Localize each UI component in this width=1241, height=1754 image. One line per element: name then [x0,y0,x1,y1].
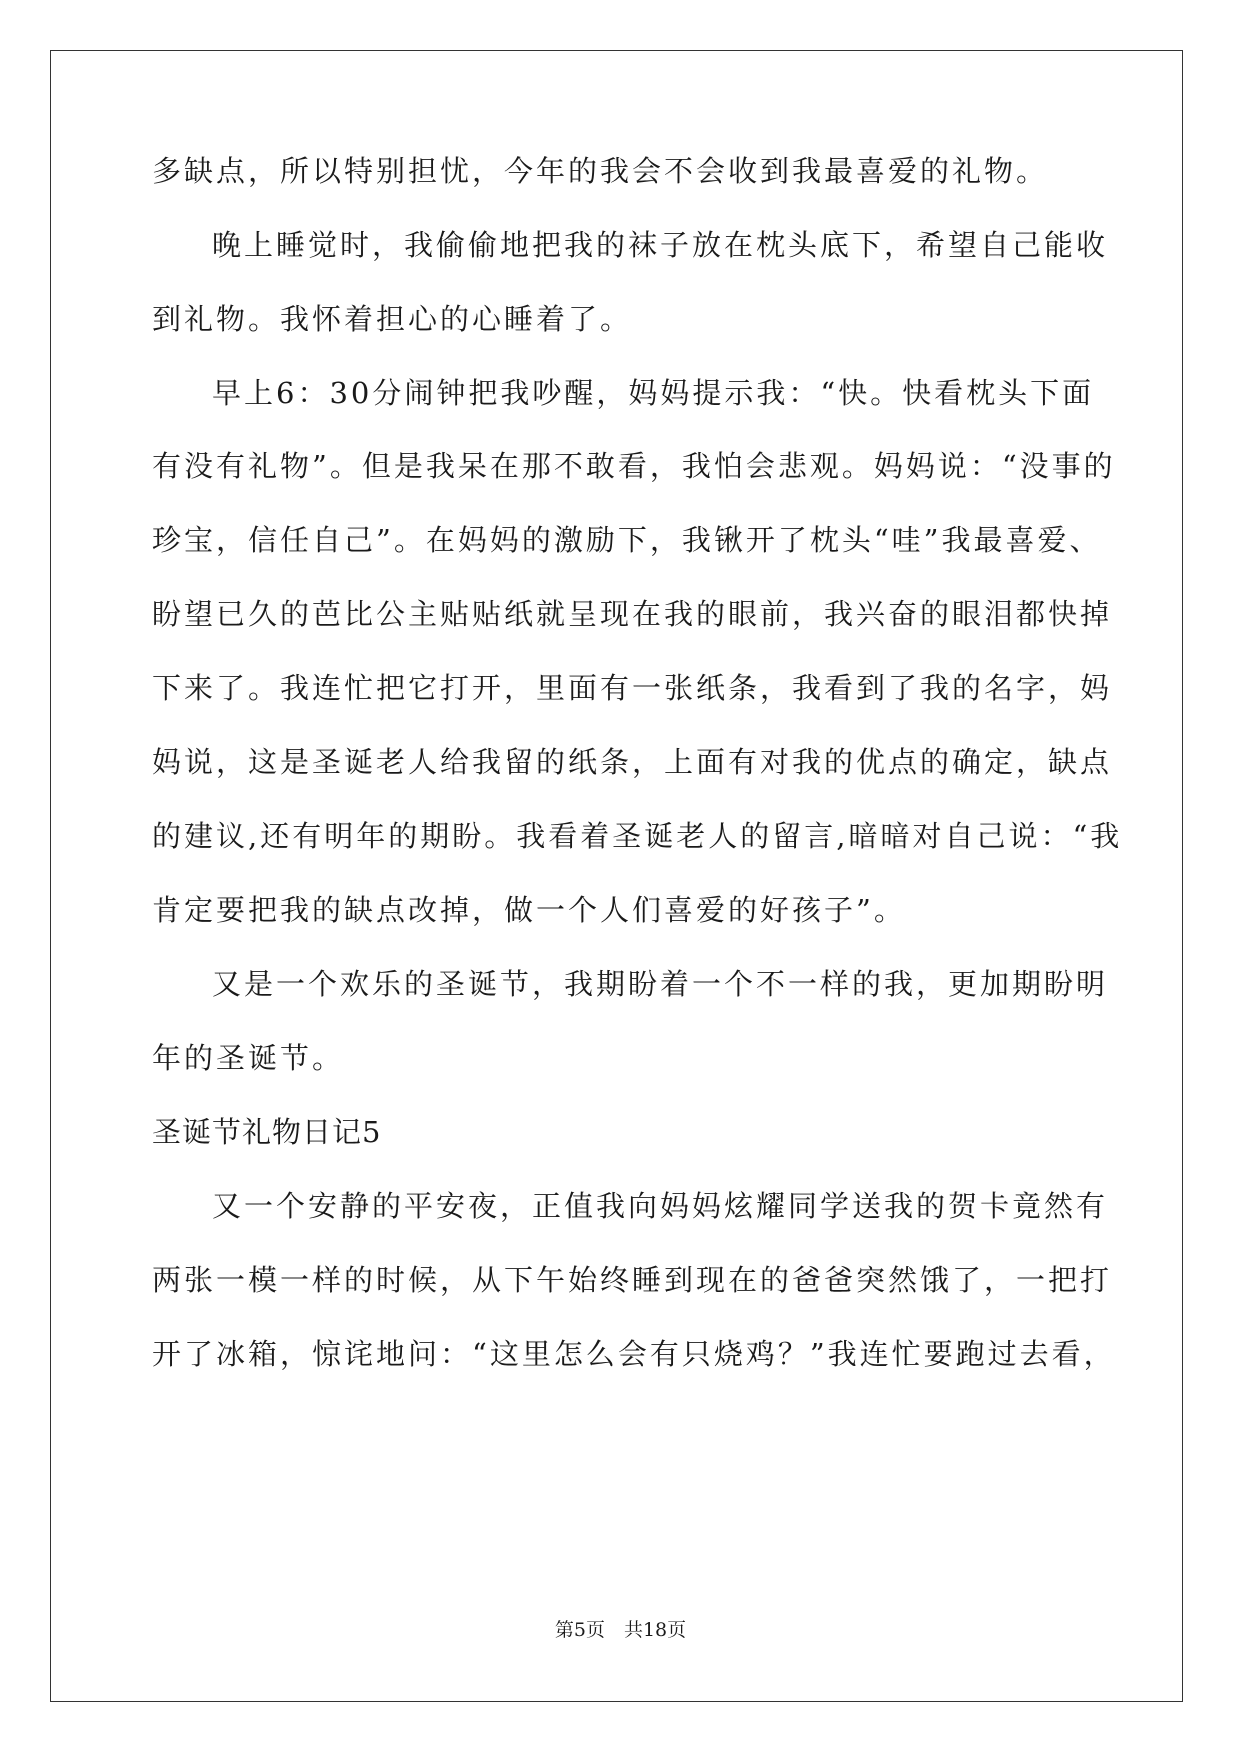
body-line: 珍宝，信任自己”。在妈妈的激励下，我锹开了枕头“哇”我最喜爱、 [152,523,1102,557]
body-line: 妈说，这是圣诞老人给我留的纸条，上面有对我的优点的确定，缺点 [152,745,1113,779]
paragraph-first-line: 又是一个欢乐的圣诞节，我期盼着一个不一样的我，更加期盼明 [212,967,1109,1001]
paragraph-first-line: 又一个安静的平安夜，正值我向妈妈炫耀同学送我的贺卡竟然有 [212,1189,1109,1223]
paragraph-first-line: 早上6：30分闹钟把我吵醒，妈妈提示我：“快。快看枕头下面 [212,376,1095,410]
page-border [50,50,1183,1702]
body-line: 年的圣诞节。 [152,1041,345,1075]
body-line: 下来了。我连忙把它打开，里面有一张纸条，我看到了我的名字，妈 [152,671,1113,705]
body-line: 多缺点，所以特别担忧，今年的我会不会收到我最喜爱的礼物。 [152,154,1049,188]
body-line: 盼望已久的芭比公主贴贴纸就呈现在我的眼前，我兴奋的眼泪都快掉 [152,597,1113,631]
body-line: 到礼物。我怀着担心的心睡着了。 [152,302,633,336]
paragraph-first-line: 晚上睡觉时，我偷偷地把我的袜子放在枕头底下，希望自己能收 [212,228,1109,262]
page-number-footer: 第5页 共18页 [554,1619,687,1641]
body-line: 的建议,还有明年的期盼。我看着圣诞老人的留言,暗暗对自己说：“我 [152,819,1123,853]
body-line: 两张一模一样的时候，从下午始终睡到现在的爸爸突然饿了，一把打 [152,1263,1113,1297]
body-line: 肯定要把我的缺点改掉，做一个人们喜爱的好孩子”。 [152,893,906,927]
section-heading: 圣诞节礼物日记5 [152,1115,382,1149]
body-line: 开了冰箱，惊诧地问：“这里怎么会有只烧鸡？”我连忙要跑过去看， [152,1337,1116,1371]
body-line: 有没有礼物”。但是我呆在那不敢看，我怕会悲观。妈妈说：“没事的 [152,449,1116,483]
